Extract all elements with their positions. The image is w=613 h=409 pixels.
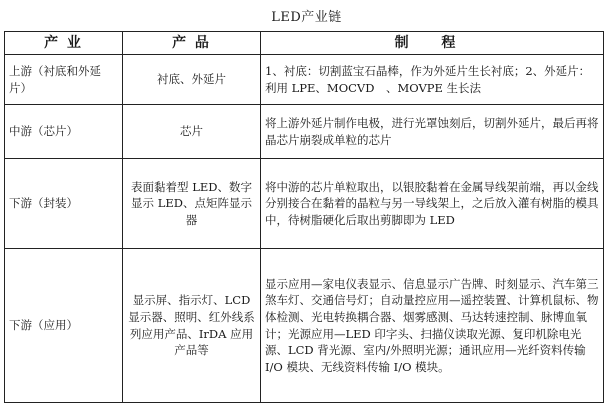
table-title: LED产业链 [271,10,342,25]
process-cell: 将中游的芯片单粒取出，以银胶黏着在金属导线架前端，再以金线分别接合在黏着的晶粒与另一导线架上，之后放入灌有树脂的模具中，待树脂硬化后取出剪脚即为 LED [261,159,604,249]
led-industry-chain-table [4,31,604,403]
table-row [5,249,604,403]
table-row [5,159,604,249]
process-cell: 显示应用—家电仪表显示、信息显示广告牌、时刻显示、汽车第三煞车灯、交通信号灯；自动量控应用—遥控装置、计算机鼠标、物体检测、光电转换耦合器、烟雾感测、马达转速控制、脉博血氧计；光源应用—LED 印字头、扫描仪读取光源、复印机除电光源、LCD 背光源、室内/外照明光源；通讯应用—光纤资料传输 I/O 模块、无线资料传输 I/O 模块。 [261,249,604,403]
process-cell: 将上游外延片制作电极，进行光罩蚀刻后，切割外延片，最后再将晶芯片崩裂成单粒的芯片 [261,105,604,159]
product-cell: 显示屏、指示灯、LCD 显示器、照明、红外线系列应用产品、IrDA 应用产品等 [123,249,261,403]
header-process: 制 程 [261,32,604,55]
product-cell: 表面黏着型 LED、数字显示 LED、点矩阵显示器 [123,159,261,249]
header-row [5,32,604,55]
product-cell: 衬底、外延片 [123,55,261,105]
process-cell: 1、衬底：切割蓝宝石晶棒，作为外延片生长衬底；2、外延片：利用 LPE、MOCVD 、MOVPE 生长法 [261,55,604,105]
stage-cell: 下游（应用） [5,249,123,403]
product-cell: 芯片 [123,105,261,159]
header-product: 产 品 [123,32,261,55]
table-row [5,55,604,105]
table-row [5,105,604,159]
stage-cell: 中游（芯片） [5,105,123,159]
header-industry: 产 业 [5,32,123,55]
stage-cell: 下游（封装） [5,159,123,249]
stage-cell: 上游（衬底和外延片） [5,55,123,105]
